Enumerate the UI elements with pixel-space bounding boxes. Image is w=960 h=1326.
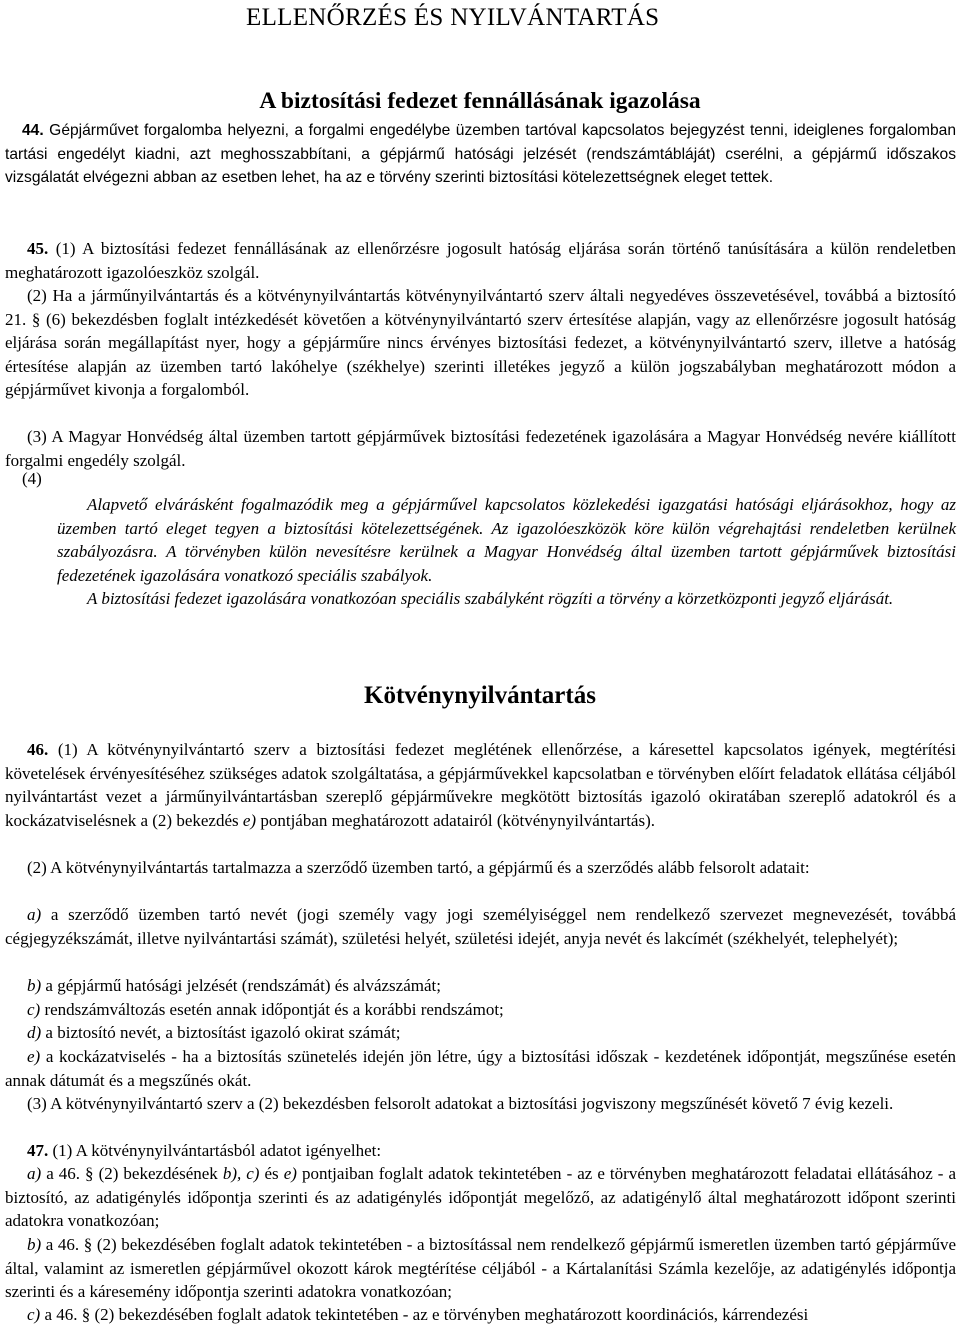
- list-label: d): [27, 1023, 42, 1042]
- paragraph-45-4-label: (4): [22, 469, 42, 488]
- list-item-e: [5, 1045, 956, 1092]
- title-policy-registry: Kötvénynyilvántartás: [364, 682, 596, 709]
- list-item-a: [5, 903, 956, 950]
- list-item-b: [5, 974, 956, 998]
- paragraph-text: (1) A kötvénynyilvántartásból adatot igényelhet:: [48, 1141, 382, 1160]
- paragraph-number: 45.: [27, 239, 49, 258]
- list-text: a kockázatviselés - ha a biztosítás szünetelés idején jön létre, úgy a biztosítási időszak - kezdetének időpontját, megszűnése esetén annak dátumát és a megszűnés okát.: [5, 1047, 956, 1090]
- paragraph-46-2: (2) A kötvénynyilvántartás tartalmazza a szerződő üzemben tartó, a gépjármű és a szerződés alább felsorolt adatait:: [27, 858, 810, 877]
- title-insurance-proof: A biztosítási fedezet fennállásának igazolása: [259, 88, 701, 114]
- list-text: a 46. § (2) bekezdésének: [41, 1164, 223, 1183]
- paragraph-text: (1) A kötvénynyilvántartó szerv a biztosítási fedezet meglétének ellenőrzése, a káresettel kapcsolatos igények, megtérítési követelések érvényesítéséhez szükséges adatok szolgáltatása, a gépjárművekkel kapcsolatban e törvényben előírt feladatok ellátása céljából nyilvántartást vezet a járműnyilvántartásban szereplő gépjárművekre megkötött biztosítás igazoló okiratában szereplő adatokról és a kockázatviselésnek a (2) bekezdés: [5, 740, 956, 830]
- list-text: a biztosító nevét, a biztosítást igazoló okirat számát;: [41, 1023, 401, 1042]
- paragraph-46-1: [5, 738, 956, 832]
- list-text-2: és: [259, 1164, 284, 1183]
- list-item-47-b: [5, 1233, 956, 1304]
- list-item-c: [5, 998, 956, 1022]
- commentary-text: Alapvető elvárásként fogalmazódik meg a gépjárművel kapcsolatos közlekedési igazgatási hatósági eljárásokhoz, hogy az üzemben tartó eleget tegyen a biztosítási kötelezettségének. Az igazolóeszközök köre külön végrehajtási rendeletben kerülnek szabályozásra. A törvényben külön nevesítésre kerülnek a Magyar Honvédség által üzemben tartott gépjárművek biztosítási fedezetének igazolására vonatkozó speciális szabályok.: [57, 495, 956, 585]
- paragraph-number: 47.: [27, 1141, 49, 1160]
- list-ref-2: e): [283, 1164, 297, 1183]
- paragraph-number: 44.: [22, 122, 44, 139]
- paragraph-45-3: (3) A Magyar Honvédség által üzemben tartott gépjárművek biztosítási fedezetének igazolására a Magyar Honvédség nevére kiállított forgalmi engedély szolgál.: [5, 427, 956, 470]
- paragraph-text: (1) A biztosítási fedezet fennállásának az ellenőrzésre jogosult hatóság eljárása során történő tanúsítására a külön rendeletben meghatározott igazolóeszköz szolgál.: [5, 239, 956, 282]
- paragraph-45-1: [5, 237, 956, 284]
- list-label: e): [27, 1047, 41, 1066]
- list-item-d: [5, 1021, 956, 1045]
- list-label: c): [27, 1000, 41, 1019]
- list-text: a 46. § (2) bekezdésében foglalt adatok tekintetében - a biztosítással nem rendelkező gépjármű ismeretlen üzemben tartó gépjárműve által, valamint az ismeretlen gépjárművel okozott károk megtérítése céljából - a Kártalanítási Számla kezelője, az adatigénylés időpontja szerinti és a káresemény időpontja szerinti adatokra vonatkozóan;: [5, 1235, 956, 1301]
- list-text: a 46. § (2) bekezdésében foglalt adatok tekintetében - az e törvényben meghatározott koordinációs, kárrendezési: [40, 1305, 809, 1324]
- paragraph-47-1: [5, 1139, 956, 1163]
- paragraph-text-end: pontjában meghatározott adatairól (kötvénynyilvántartás).: [256, 810, 655, 830]
- paragraph-text: Gépjárművet forgalomba helyezni, a forgalmi engedélybe üzemben tartóval kapcsolatos bejegyzést tenni, ideiglenes forgalomban tartási engedélyt kiadni, azt meghosszabbítani, a gépjármű hatósági jelzését (rendszámtábláját) cserélni, a gépjármű időszakos vizsgálatát elvégezni abban az esetben lehet, ha az e törvény szerinti biztosítási kötelezettségnek eleget tettek.: [5, 122, 956, 186]
- paragraph-45-4: [57, 493, 956, 611]
- list-item-47-a: [5, 1162, 956, 1233]
- list-text: a szerződő üzemben tartó nevét (jogi személy vagy jogi személyiséggel nem rendelkező szervezet megnevezését, továbbá cégjegyzékszámát, illetve nyilvántartási számát), születési helyét, születési idejét, anyja nevét és lakcímét (székhelyét, telephelyét);: [5, 905, 956, 948]
- list-item-47-c: [5, 1303, 956, 1326]
- list-label: c): [27, 1305, 41, 1324]
- list-label: b): [27, 976, 42, 995]
- commentary-text-2: A biztosítási fedezet igazolására vonatkozóan speciális szabályként rögzíti a törvény a körzetközponti jegyző eljárását.: [87, 589, 894, 608]
- paragraph-number: 46.: [27, 740, 49, 759]
- paragraph-44: [5, 119, 956, 190]
- list-text: a gépjármű hatósági jelzését (rendszámát) és alvázszámát;: [41, 976, 441, 995]
- paragraph-ref: e): [242, 810, 257, 830]
- paragraph-46-3: (3) A kötvénynyilvántartó szerv a (2) bekezdésben felsorolt adatokat a biztosítási jogviszony megszűnését követő 7 évig kezeli.: [27, 1094, 894, 1113]
- list-ref: b), c): [222, 1164, 260, 1183]
- section-header: ELLENŐRZÉS ÉS NYILVÁNTARTÁS: [246, 4, 660, 31]
- list-label: a): [27, 905, 42, 924]
- list-label: a): [27, 1164, 42, 1183]
- list-text-3: pontjaiban foglalt adatok tekintetében - az e törvényben meghatározott feladatai ellátásához - a biztosító, az adatigénylés időpontja szerinti és az adatigénylés időpontját megelőző, az adatigénylő által meghatározott időpont szerinti adatokra vonatkozóan;: [5, 1164, 956, 1230]
- list-label: b): [27, 1235, 42, 1254]
- list-text: rendszámváltozás esetén annak időpontját és a korábbi rendszámot;: [40, 1000, 504, 1019]
- paragraph-45-2: (2) Ha a járműnyilvántartás és a kötvénynyilvántartás kötvénynyilvántartó szerv általi negyedéves összevetésével, továbbá a biztosító 21. § (6) bekezdésben foglalt intézkedését követően a kötvénynyilvántartó szerv értesítése alapján, vagy az ellenőrzésre jogosult hatóság eljárása során megállapítást nyer, hogy a gépjárműre nincs érvényes biztosítási fedezet, a kötvénynyilvántartó szerv, illetve a hatóság értesítése alapján az üzemben tartó lakóhelye (székhelye) szerinti illetékes jegyző a külön jogszabályban meghatározott módon a gépjárművet kivonja a forgalomból.: [5, 286, 956, 399]
